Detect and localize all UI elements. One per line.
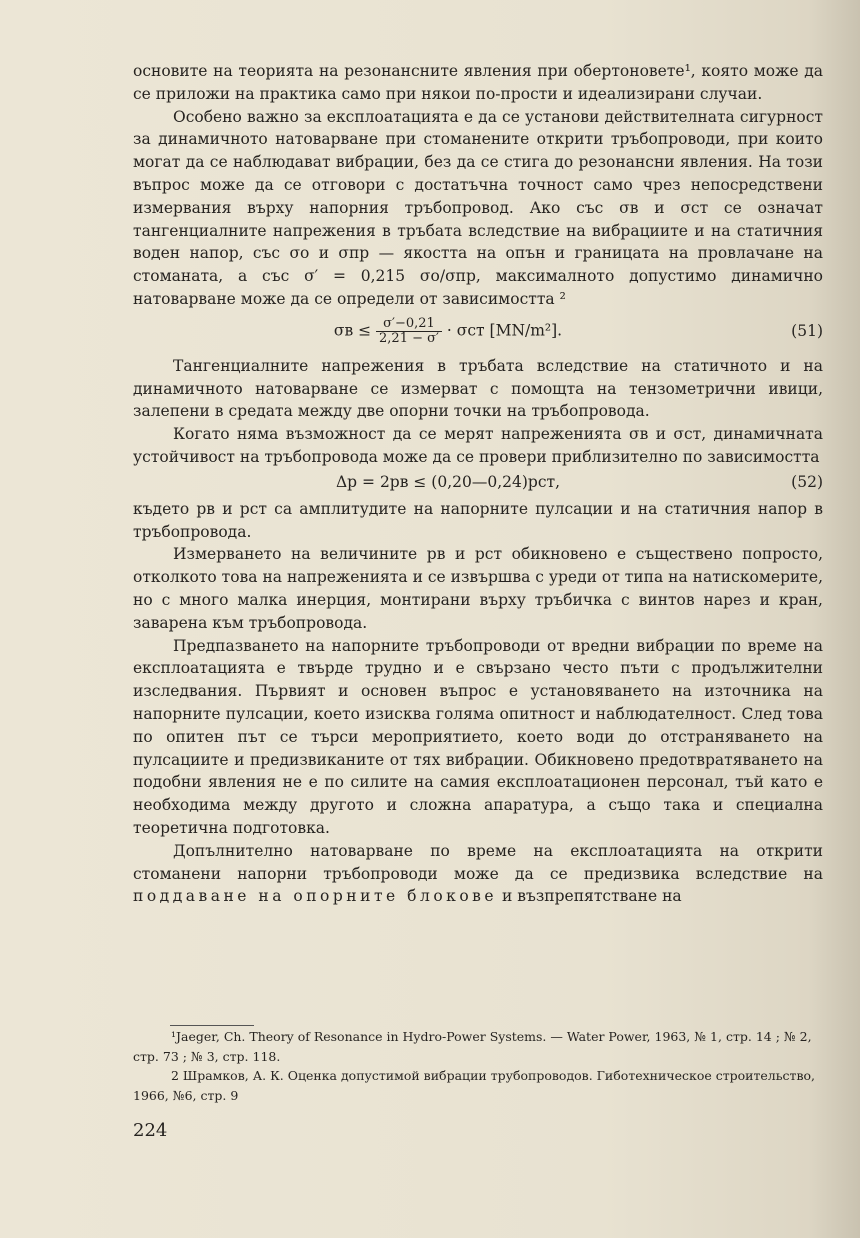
formula-51-denominator: 2,21 − σ′ (379, 331, 439, 347)
formula-51-rhs: · σст [MN/m²]. (446, 321, 563, 340)
paragraph-8-emphasis: поддаване на опорните блокове (133, 887, 498, 906)
paragraph-7: Предпазването на напорните тръбопроводи от вредни вибрации по време на експлоатацията е твърде трудно и е свързано често пъти с продължителни изследвания. Първият и основен въпрос е установяването на източника на напорните пулсации, което изисква голяма опитност и наблюдателност. След това по опитен път се търси мероприятието, което води до отстраняването на пулсациите и предизвиканите от тях вибрации. Обикновено предотвратяването на подобни явления не е по силите на самия експлоатационен персонал, тъй като е необходима между другото и сложна апаратура, а също така и специална теоретична подготовка. (133, 636, 823, 837)
paragraph-8 (133, 840, 823, 908)
paragraph-3: Тангенциалните напрежения в тръбата вследствие на статичното и на динамичното натоварване се измерват с помощта на тензометрични ивици, залепени в средата между две опорни точки на тръбопровода. (133, 356, 823, 421)
formula-51-numerator: σ′−0,21 (376, 317, 442, 332)
body-text (133, 60, 823, 908)
formula-51-fraction (376, 317, 442, 346)
formula-51-lhs: σв ≤ (333, 321, 372, 340)
paragraph-6: Измерването на величините pв и pст обикновено е съществено попросто, отколкото това на напреженията и се извършва с уреди от типа на натискомерите, но с много малка инерция, монтирани върху тръбичка с винтов нарез и кран, заварена към тръбопровода. (133, 545, 823, 632)
formula-52-expression: Δp = 2pв ≤ (0,20—0,24)pст, (335, 473, 561, 492)
paragraph-1: основите на теорията на резонансните явления при обертоновете¹, която може да се приложи на практика само при някои по-прости и идеализирани случаи. (133, 62, 823, 103)
paragraph-4: Когато няма възможност да се мерят напреженията σв и σст, динамичната устойчивост на тръбопровода може да се провери приблизително по зависимостта (133, 425, 823, 466)
paragraph-2: Особено важно за експлоатацията е да се установи действителната сигурност за динамичното натоварване при стоманените открити тръбопроводи, при които могат да се наблюдават вибрации, без да се стига до резонансни явления. На този въпрос може да се отговори с достатъчна точност само чрез непосредствени измервания върху напорния тръбопровод. Ако със σв и σст се означат тангенциалните напрежения в тръбата вследствие на вибрациите и на статичния воден напор, със σо и σпр — якостта на опън и границата на провлачане на стоманата, а със σ′ = 0,215 σо/σпр, максималното допустимо динамично натоварване може да се определи от зависимостта ² (133, 107, 823, 308)
formula-51-expression (133, 317, 763, 346)
formula-52-number: (52) (791, 473, 823, 492)
footnote-divider (170, 1025, 254, 1026)
paragraph-8-start: Допълнително натоварване по време на експлоатацията на открити стоманени напорни тръбопроводи може да се предизвика вследствие на (133, 841, 823, 883)
footnote-1: ¹Jaeger, Ch. Theory of Resonance in Hydro-Power Systems. — Water Power, 1963, № 1, стр. 14 ; № 2, стр. 73 ; № 3, стр. 118. (133, 1029, 812, 1064)
footnotes (133, 1027, 823, 1105)
paragraph-8-end: и възпрепятстване на (497, 887, 682, 906)
formula-51-number: (51) (791, 322, 823, 341)
footnote-2: 2 Шрамков, А. К. Оценка допустимой вибрации трубопроводов. Гиботехническое строительство, 1966, №6, стр. 9 (133, 1068, 816, 1103)
page-number: 224 (133, 1120, 168, 1141)
formula-51 (133, 314, 823, 350)
formula-52 (133, 470, 823, 496)
paragraph-5: където pв и pст са амплитудите на напорните пулсации и на статичния напор в тръбопровода. (133, 499, 823, 541)
